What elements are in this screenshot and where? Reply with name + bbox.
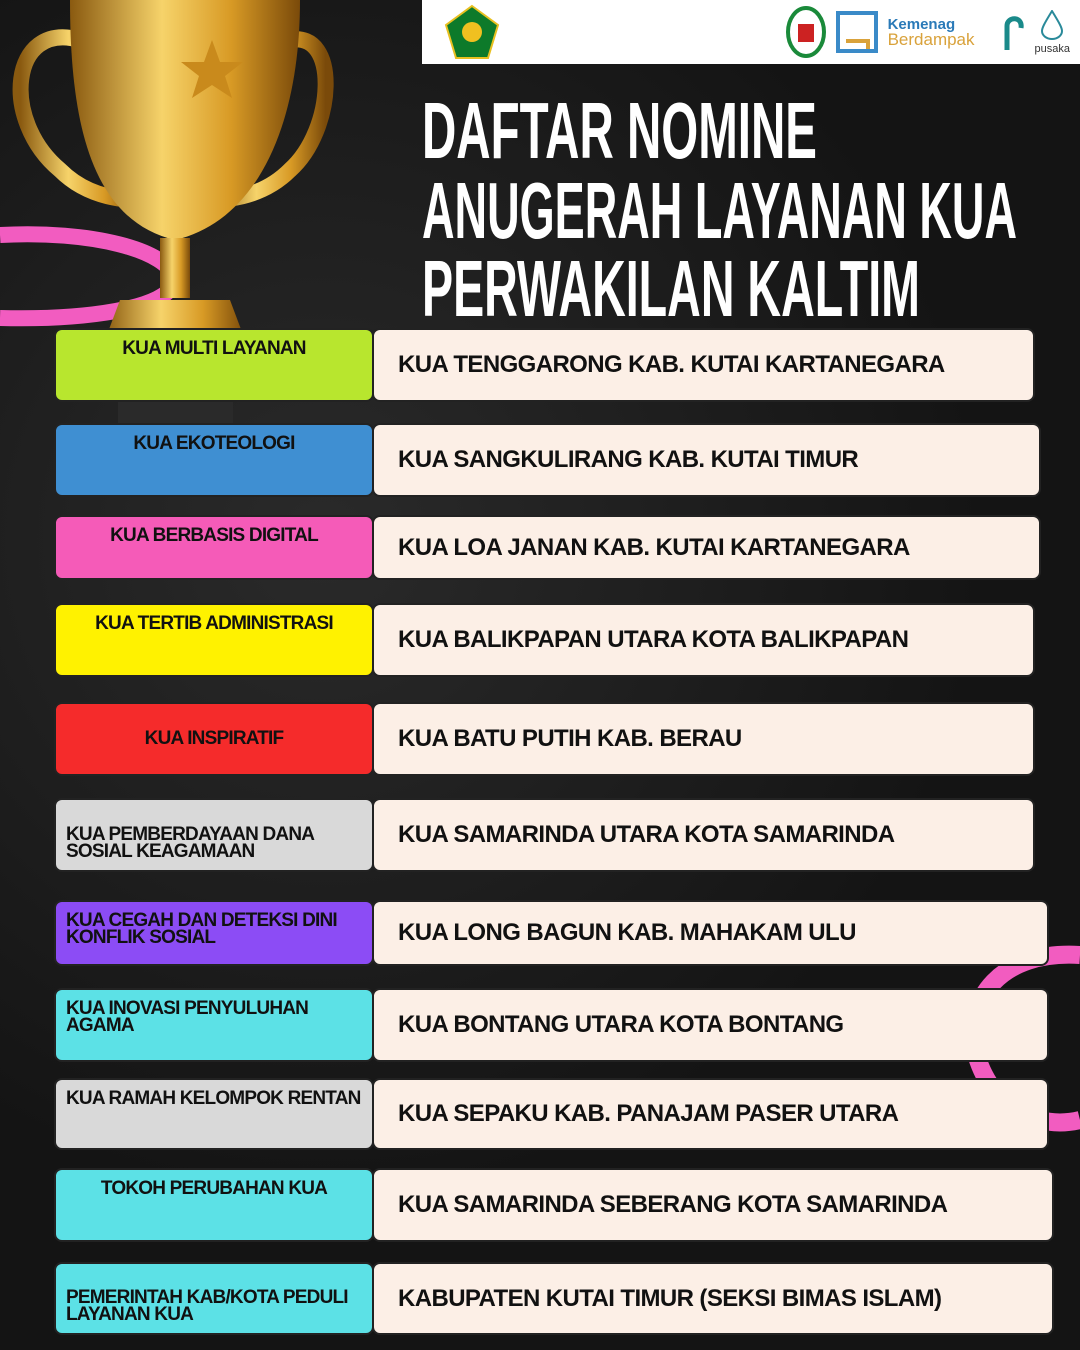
category-text: KUA RAMAH KELOMPOK RENTAN bbox=[66, 1088, 361, 1109]
nominee-row bbox=[54, 515, 1041, 580]
category-label bbox=[54, 1168, 374, 1242]
page-title bbox=[422, 88, 1022, 328]
category-label bbox=[54, 988, 374, 1062]
nominee-row bbox=[54, 702, 1035, 776]
bimas-islam-logo-icon bbox=[985, 12, 1025, 52]
category-text: KUA TERTIB ADMINISTRASI bbox=[95, 613, 333, 634]
winner-label bbox=[372, 798, 1035, 872]
category-text: KUA CEGAH DAN DETEKSI DINI KONFLIK SOSIAL bbox=[66, 910, 337, 948]
winner-label bbox=[372, 515, 1041, 580]
winner-text: KUA BALIKPAPAN UTARA KOTA BALIKPAPAN bbox=[398, 626, 909, 653]
winner-text: KUA TENGGARONG KAB. KUTAI KARTANEGARA bbox=[398, 351, 945, 378]
kemenag-text: Kemenag bbox=[887, 16, 956, 33]
title-line-2: ANUGERAH LAYANAN KUA bbox=[422, 166, 1017, 255]
kemenag-logo-icon bbox=[444, 4, 500, 60]
nominee-row bbox=[54, 1168, 1054, 1242]
category-label bbox=[54, 328, 374, 402]
winner-text: KUA SEPAKU KAB. PANAJAM PASER UTARA bbox=[398, 1100, 899, 1127]
logo-bar bbox=[422, 0, 1080, 64]
nominee-row bbox=[54, 423, 1041, 497]
winner-text: KUA BATU PUTIH KAB. BERAU bbox=[398, 725, 742, 752]
winner-text: KUA SAMARINDA UTARA KOTA SAMARINDA bbox=[398, 821, 895, 848]
category-label bbox=[54, 423, 374, 497]
winner-label bbox=[372, 900, 1049, 966]
title-line-3: PERWAKILAN KALTIM bbox=[422, 244, 920, 328]
category-label bbox=[54, 1262, 374, 1335]
winner-label bbox=[372, 1262, 1054, 1335]
nominee-row bbox=[54, 603, 1035, 677]
pusaka-logo bbox=[1035, 10, 1070, 55]
nominee-row bbox=[54, 988, 1049, 1062]
category-label bbox=[54, 1078, 374, 1150]
winner-text: KUA SAMARINDA SEBERANG KOTA SAMARINDA bbox=[398, 1191, 948, 1218]
category-label bbox=[54, 900, 374, 966]
category-label bbox=[54, 515, 374, 580]
pusaka-drop-icon bbox=[1040, 10, 1064, 40]
winner-text: KUA LONG BAGUN KAB. MAHAKAM ULU bbox=[398, 919, 856, 946]
kemenag-berdampak-icon bbox=[836, 11, 878, 53]
category-label bbox=[54, 603, 374, 677]
winner-label bbox=[372, 328, 1035, 402]
winner-text: KABUPATEN KUTAI TIMUR (SEKSI BIMAS ISLAM) bbox=[398, 1284, 942, 1312]
winner-text: KUA BONTANG UTARA KOTA BONTANG bbox=[398, 1011, 844, 1038]
category-text: KUA MULTI LAYANAN bbox=[122, 338, 306, 359]
winner-label bbox=[372, 988, 1049, 1062]
nominee-row bbox=[54, 328, 1035, 402]
kemenag-berdampak-logo bbox=[888, 17, 975, 47]
nominee-row bbox=[54, 1078, 1049, 1150]
nominee-row bbox=[54, 900, 1049, 966]
category-text: PEMERINTAH KAB/KOTA PEDULI LAYANAN KUA bbox=[66, 1287, 348, 1325]
winner-text: KUA LOA JANAN KAB. KUTAI KARTANEGARA bbox=[398, 533, 910, 561]
category-text: KUA EKOTEOLOGI bbox=[133, 433, 295, 454]
category-text: KUA BERBASIS DIGITAL bbox=[110, 525, 318, 546]
winner-label bbox=[372, 702, 1035, 776]
category-text: KUA PEMBERDAYAAN DANA SOSIAL KEAGAMAAN bbox=[66, 824, 314, 862]
provincial-seal-icon bbox=[786, 6, 826, 58]
category-text: KUA INSPIRATIF bbox=[144, 728, 284, 749]
berdampak-text: Berdampak bbox=[887, 30, 975, 49]
winner-text: KUA SANGKULIRANG KAB. KUTAI TIMUR bbox=[398, 446, 859, 473]
category-text: TOKOH PERUBAHAN KUA bbox=[100, 1178, 328, 1199]
nominee-row bbox=[54, 1262, 1054, 1335]
category-text: KUA INOVASI PENYULUHAN AGAMA bbox=[66, 998, 309, 1036]
winner-label bbox=[372, 603, 1035, 677]
winner-label bbox=[372, 1078, 1049, 1150]
category-label bbox=[54, 702, 374, 776]
winner-label bbox=[372, 423, 1041, 497]
pusaka-text: pusaka bbox=[1034, 42, 1070, 55]
title-line-1: DAFTAR NOMINE bbox=[422, 88, 817, 175]
category-label bbox=[54, 798, 374, 872]
winner-label bbox=[372, 1168, 1054, 1242]
nominee-row bbox=[54, 798, 1035, 872]
